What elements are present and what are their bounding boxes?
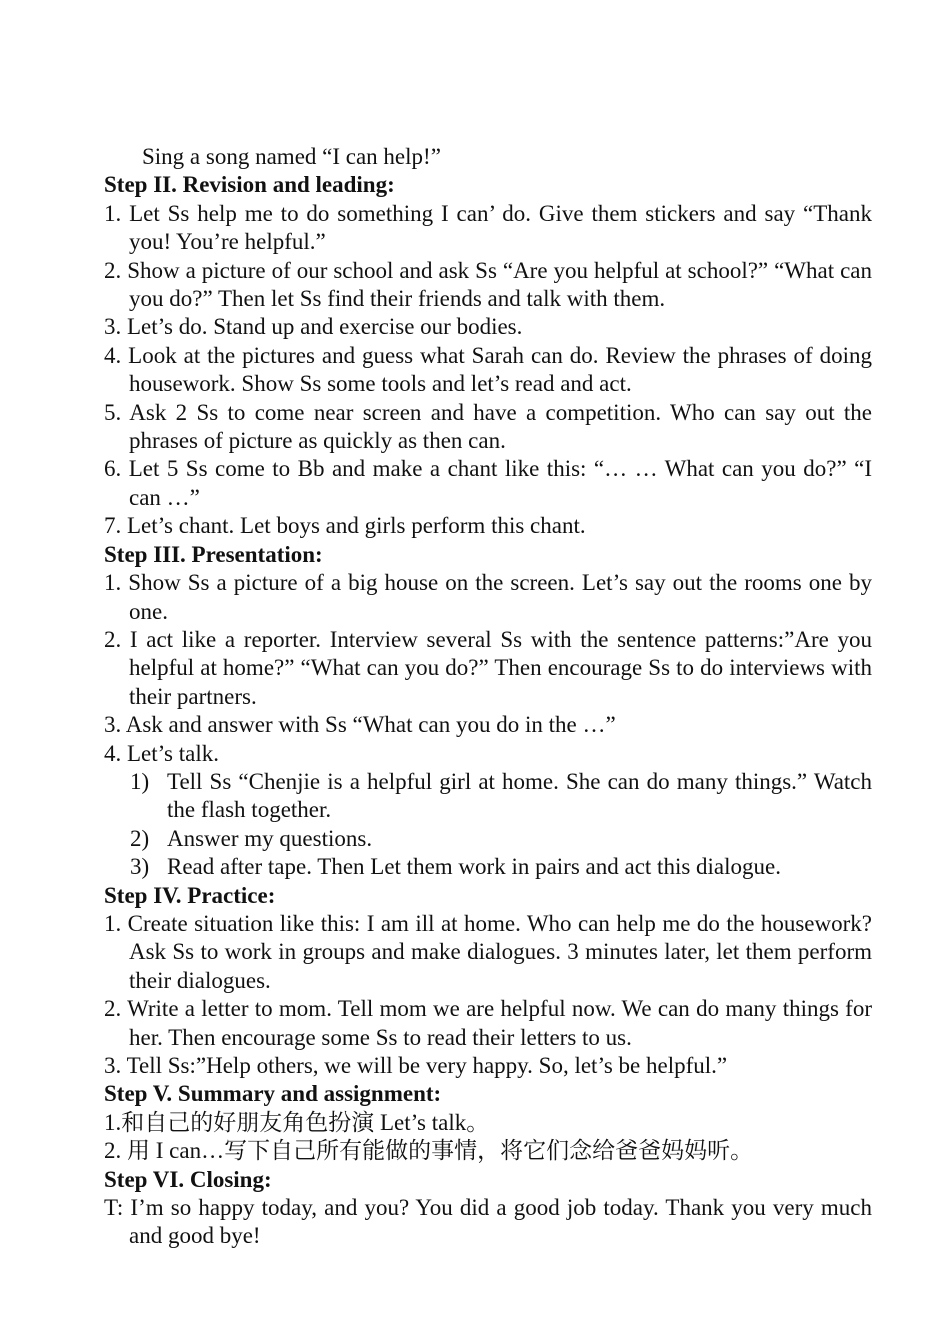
list-item: 4. Let’s talk. [104, 740, 219, 766]
list-item: 2. 用 I can…写下自己所有能做的事情，将它们念给爸爸妈妈听。 [104, 1138, 754, 1164]
list-item: 4. Look at the pictures and guess what Sarah can do. Review the phrases of doing housework. Show Ss some tools and let’s read and act. [104, 342, 872, 397]
sub-item-text: Read after tape. Then Let them work in pairs and act this dialogue. [167, 854, 781, 880]
list-item: 2. Show a picture of our school and ask Ss “Are you helpful at school?” “What can you do?” Then let Ss find their friends and talk with them. [104, 257, 872, 312]
sub-item-text: Tell Ss “Chenjie is a helpful girl at home. She can do many things.” Watch the flash together. [167, 768, 872, 823]
list-item: 3. Let’s do. Stand up and exercise our bodies. [104, 314, 523, 340]
intro-song-line: Sing a song named “I can help!” [142, 144, 441, 169]
step-3-heading: Step III. Presentation: [104, 541, 323, 567]
sub-item-number: 3) [130, 854, 150, 880]
list-item: 1. Show Ss a picture of a big house on the screen. Let’s say out the rooms one by one. [104, 570, 872, 624]
list-item: 1. Let Ss help me to do something I can’ do. Give them stickers and say “Thank you! You’re helpful.” [104, 200, 872, 255]
list-item: 1.和自己的好朋友角色扮演 Let’s talk。 [104, 1109, 490, 1135]
lesson-plan-document [104, 143, 872, 1251]
sub-list-item [104, 825, 872, 853]
list-item: 5. Ask 2 Ss to come near screen and have a competition. Who can say out the phrases of picture as quickly as then can. [104, 399, 872, 454]
sub-item-number: 2) [130, 825, 150, 851]
step-5-heading: Step V. Summary and assignment: [104, 1081, 442, 1107]
step-4-heading: Step IV. Practice: [104, 882, 276, 908]
list-item: T: I’m so happy today, and you? You did a good job today. Thank you very much and good bye! [104, 1195, 872, 1249]
sub-list-item [104, 768, 872, 825]
list-item: 1. Create situation like this: I am ill at home. Who can help me do the housework? Ask Ss to work in groups and make dialogues. 3 minutes later, let them perform their dialogues. [104, 910, 872, 993]
sub-item-number: 1) [130, 768, 150, 794]
sub-item-text: Answer my questions. [167, 825, 373, 851]
list-item: 3. Ask and answer with Ss “What can you do in the …” [104, 712, 616, 738]
list-item: 6. Let 5 Ss come to Bb and make a chant like this: “… … What can you do?” “I can …” [104, 456, 872, 510]
list-item: 3. Tell Ss:”Help others, we will be very happy. So, let’s be helpful.” [104, 1053, 728, 1078]
step-6-heading: Step VI. Closing: [104, 1166, 272, 1192]
list-item: 2. Write a letter to mom. Tell mom we are helpful now. We can do many things for her. Then encourage some Ss to read their letters to us. [104, 996, 872, 1050]
step-2-heading: Step II. Revision and leading: [104, 172, 395, 198]
sub-list-item [104, 853, 872, 881]
list-item: 7. Let’s chant. Let boys and girls perform this chant. [104, 513, 586, 539]
list-item: 2. I act like a reporter. Interview several Ss with the sentence patterns:”Are you helpful at home?” “What can you do?” Then encourage Ss to do interviews with their partners. [104, 626, 872, 709]
